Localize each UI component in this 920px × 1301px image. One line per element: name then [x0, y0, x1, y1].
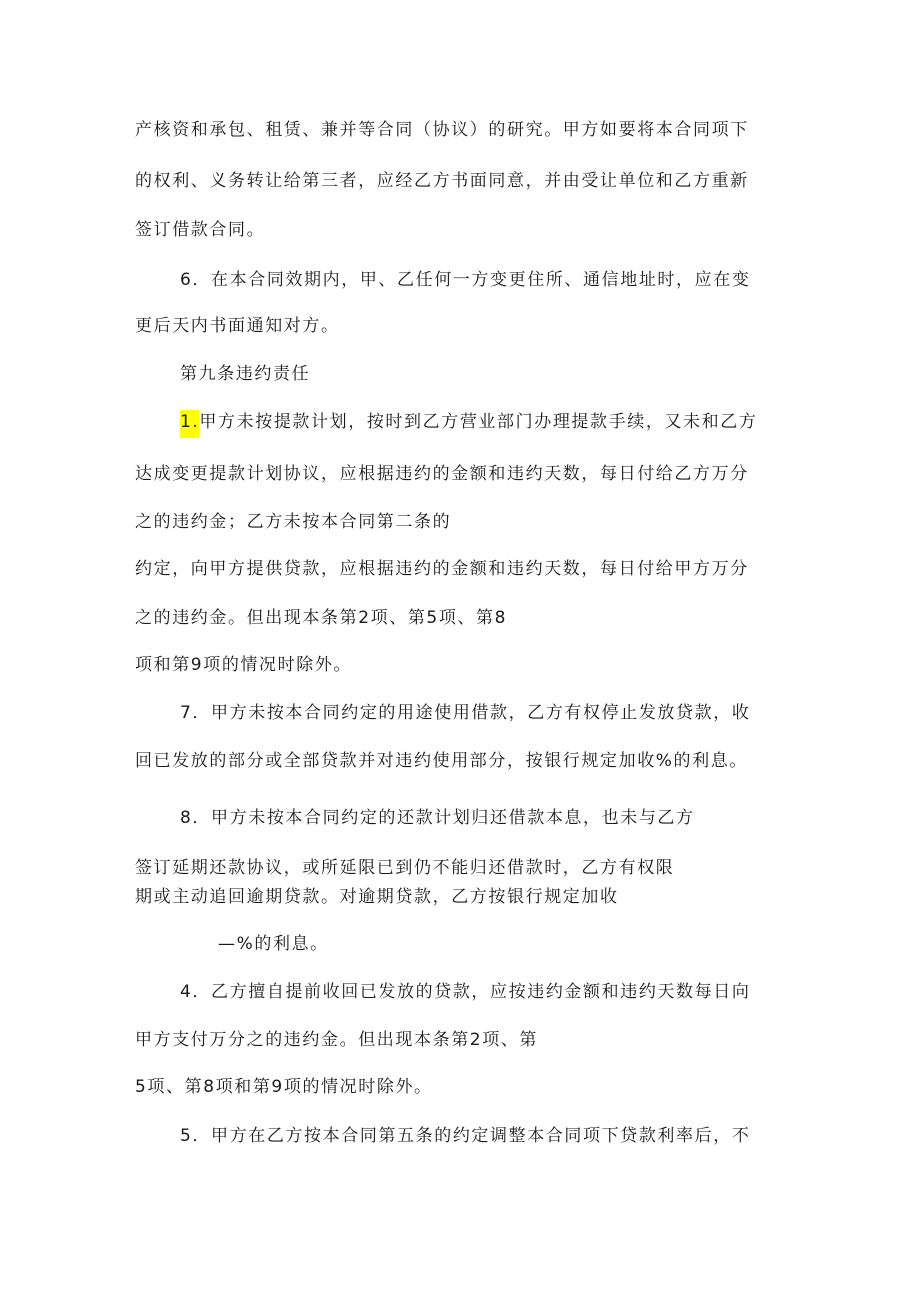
text-line: 5项、第8项和第9项的情况时除外。: [135, 1077, 433, 1097]
text-line: 之的违约金。但出现本条第2项、第5项、第8: [135, 608, 508, 628]
text-line: 签订借款合同。: [135, 220, 266, 240]
text-line: 项和第9项的情况时除外。: [135, 655, 353, 675]
highlighted-marker: 1.: [180, 410, 199, 438]
text-line: 甲方支付万分之的违约金。但出现本条第2项、第: [135, 1030, 539, 1050]
text-line: 之的违约金；乙方未按本合同第二条的: [135, 512, 452, 532]
text-line: 6．在本合同效期内，甲、乙任何一方变更住所、通信地址时，应在变: [180, 270, 751, 290]
section-heading: 第九条违约责任: [180, 364, 311, 384]
text-line: 期或主动追回逾期贷款。对逾期贷款，乙方按银行规定加收: [135, 887, 619, 907]
text-line: 4．乙方擅自提前收回已发放的贷款，应按违约金额和违约天数每日向: [180, 982, 751, 1002]
text-line: 约定，向甲方提供贷款，应根据违约的金额和违约天数，每日付给甲方万分: [135, 559, 749, 579]
text-line: 的权利、义务转让给第三者，应经乙方书面同意，并由受让单位和乙方重新: [135, 171, 749, 191]
text-line: 签订延期还款协议，或所延限已到仍不能归还借款时，乙方有权限: [135, 858, 675, 878]
text-line: 回已发放的部分或全部贷款并对违约使用部分，按银行规定加收%的利息。: [135, 751, 748, 771]
text-line: 更后天内书面通知对方。: [135, 316, 340, 336]
text-line: 5．甲方在乙方按本合同第五条的约定调整本合同项下贷款利率后，不: [180, 1126, 751, 1146]
text-line: 达成变更提款计划协议，应根据违约的金额和违约天数，每日付给乙方万分: [135, 464, 749, 484]
text-line: —%的利息。: [218, 934, 329, 954]
text-line: [180, 410, 757, 434]
text-segment: 甲方未按提款计划，按时到乙方营业部门办理提款手续，又未和乙方: [199, 412, 758, 432]
text-line: 产核资和承包、租赁、兼并等合同（协议）的研究。甲方如要将本合同项下: [135, 120, 749, 140]
text-line: 7．甲方未按本合同约定的用途使用借款，乙方有权停止发放贷款，收: [180, 703, 751, 723]
text-line: 8．甲方未按本合同约定的还款计划归还借款本息，也未与乙方: [180, 808, 695, 828]
